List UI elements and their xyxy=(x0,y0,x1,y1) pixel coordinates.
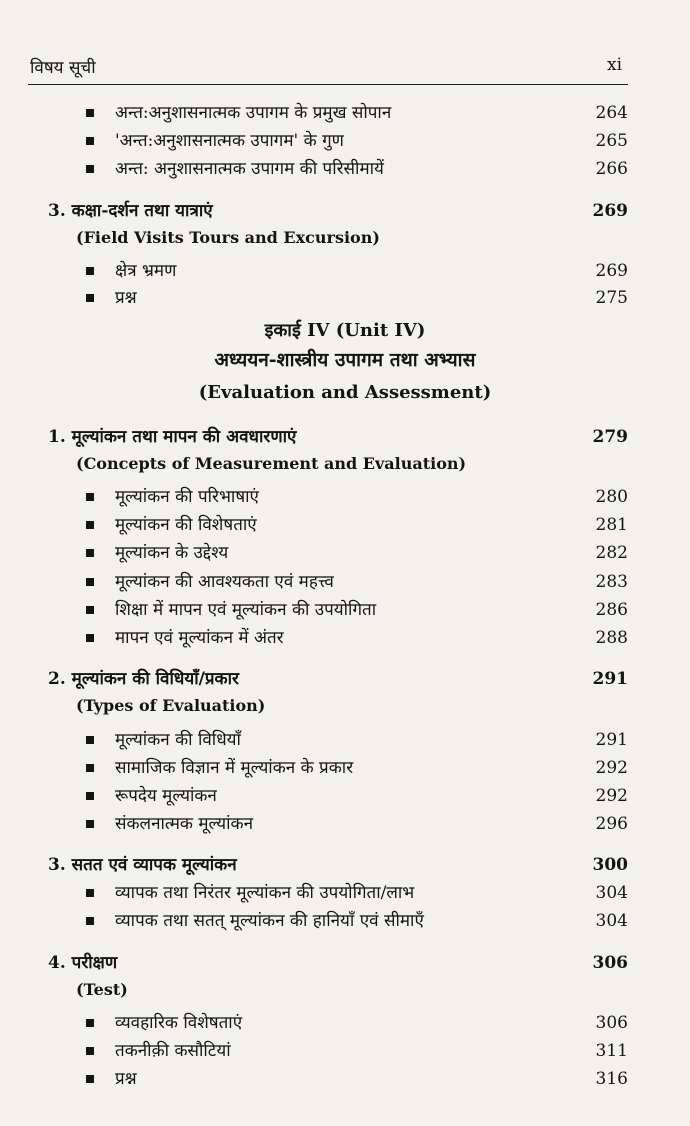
section-heading: 1. मूल्यांकन तथा मापन की अवधारणाएं xyxy=(48,427,297,447)
toc-entry-page: 266 xyxy=(595,159,628,179)
bullet-icon xyxy=(86,736,94,744)
toc-entry xyxy=(0,100,690,126)
toc-entry-page: 304 xyxy=(595,911,628,931)
bullet-icon xyxy=(86,578,94,586)
toc-entry xyxy=(0,285,690,311)
toc-entry-text: अन्त: अनुशासनात्मक उपागम की परिसीमायें xyxy=(115,159,384,179)
toc-entry-page: 296 xyxy=(595,814,628,834)
section-page-row xyxy=(0,852,690,878)
toc-entry xyxy=(0,755,690,781)
bullet-icon xyxy=(86,493,94,501)
toc-entry xyxy=(0,783,690,809)
toc-entry-text: मूल्यांकन के उद्देश्य xyxy=(115,543,229,563)
bullet-icon xyxy=(86,109,94,117)
section-english-title: (Field Visits Tours and Excursion) xyxy=(76,228,380,247)
toc-entry-text: मापन एवं मूल्यांकन में अंतर xyxy=(115,628,284,648)
toc-entry xyxy=(0,597,690,623)
toc-entry xyxy=(0,128,690,154)
toc-entry-text: व्यापक तथा निरंतर मूल्यांकन की उपयोगिता/लाभ xyxy=(115,883,415,903)
bullet-icon xyxy=(86,294,94,302)
bullet-icon xyxy=(86,820,94,828)
section-heading: 3. सतत एवं व्यापक मूल्यांकन xyxy=(48,855,237,875)
toc-entry xyxy=(0,540,690,566)
running-header-title: विषय सूची xyxy=(30,58,96,78)
toc-entry-page: 306 xyxy=(595,1013,628,1033)
toc-entry-page: 275 xyxy=(595,288,628,308)
toc-entry-page: 282 xyxy=(595,543,628,563)
bullet-icon xyxy=(86,267,94,275)
toc-entry xyxy=(0,625,690,651)
toc-entry xyxy=(0,1038,690,1064)
toc-entry-text: सामाजिक विज्ञान में मूल्यांकन के प्रकार xyxy=(115,758,354,778)
section-page-row xyxy=(0,198,690,224)
toc-entry-page: 291 xyxy=(595,730,628,750)
toc-entry xyxy=(0,512,690,538)
toc-entry-text: प्रश्न xyxy=(115,1069,137,1089)
toc-entry-text: शिक्षा में मापन एवं मूल्यांकन की उपयोगिता xyxy=(115,600,377,620)
toc-entry-text: तकनीक़ी कसौटियां xyxy=(115,1041,231,1061)
bullet-icon xyxy=(86,634,94,642)
bullet-icon xyxy=(86,792,94,800)
bullet-icon xyxy=(86,549,94,557)
section-heading: 3. कक्षा-दर्शन तथा यात्राएं xyxy=(48,201,213,221)
toc-entry xyxy=(0,258,690,284)
toc-entry-page: 304 xyxy=(595,883,628,903)
section-page: 279 xyxy=(592,427,628,447)
toc-entry-text: मूल्यांकन की आवश्यकता एवं महत्त्व xyxy=(115,572,334,592)
header-rule xyxy=(28,84,628,85)
toc-entry xyxy=(0,727,690,753)
toc-entry-page: 281 xyxy=(595,515,628,535)
section-english-title: (Types of Evaluation) xyxy=(76,696,266,715)
toc-entry-page: 311 xyxy=(595,1041,628,1061)
bullet-icon xyxy=(86,137,94,145)
bullet-icon xyxy=(86,165,94,173)
bullet-icon xyxy=(86,889,94,897)
toc-entry-page: 288 xyxy=(595,628,628,648)
section-page: 306 xyxy=(592,953,628,973)
unit-title-hindi: अध्ययन-शास्त्रीय उपागम तथा अभ्यास xyxy=(214,349,476,371)
toc-entry xyxy=(0,569,690,595)
bullet-icon xyxy=(86,764,94,772)
toc-entry xyxy=(0,1010,690,1036)
section-english-title: (Concepts of Measurement and Evaluation) xyxy=(76,454,467,473)
toc-entry-page: 264 xyxy=(595,103,628,123)
toc-entry-page: 269 xyxy=(595,261,628,281)
toc-entry-text: क्षेत्र भ्रमण xyxy=(115,261,177,281)
bullet-icon xyxy=(86,1047,94,1055)
bullet-icon xyxy=(86,917,94,925)
running-header-page: xi xyxy=(607,55,623,75)
section-page-row xyxy=(0,950,690,976)
bullet-icon xyxy=(86,606,94,614)
toc-entry-page: 265 xyxy=(595,131,628,151)
section-english-title: (Test) xyxy=(76,980,128,999)
section-page: 300 xyxy=(592,855,628,875)
toc-entry-text: मूल्यांकन की परिभाषाएं xyxy=(115,487,259,507)
bullet-icon xyxy=(86,1019,94,1027)
unit-title-english: (Evaluation and Assessment) xyxy=(198,382,492,403)
toc-entry-text: प्रश्न xyxy=(115,288,137,308)
toc-entry-page: 286 xyxy=(595,600,628,620)
toc-entry xyxy=(0,880,690,906)
toc-entry-text: मूल्यांकन की विशेषताएं xyxy=(115,515,257,535)
toc-entry xyxy=(0,908,690,934)
section-heading: 2. मूल्यांकन की विधियाँ/प्रकार xyxy=(48,669,239,689)
toc-entry-text: अन्त:अनुशासनात्मक उपागम के प्रमुख सोपान xyxy=(115,103,392,123)
toc-entry-text: व्यापक तथा सतत् मूल्यांकन की हानियाँ एवं सीमाएँ xyxy=(115,911,424,931)
toc-entry xyxy=(0,811,690,837)
toc-entry-text: संकलनात्मक मूल्यांकन xyxy=(115,814,254,834)
toc-entry-page: 280 xyxy=(595,487,628,507)
section-page-row xyxy=(0,666,690,692)
section-page-row xyxy=(0,424,690,450)
toc-entry xyxy=(0,484,690,510)
toc-entry-page: 292 xyxy=(595,758,628,778)
toc-entry-page: 292 xyxy=(595,786,628,806)
section-page: 291 xyxy=(592,669,628,689)
section-page: 269 xyxy=(592,201,628,221)
toc-entry-page: 316 xyxy=(595,1069,628,1089)
toc-entry-page: 283 xyxy=(595,572,628,592)
toc-entry-text: 'अन्त:अनुशासनात्मक उपागम' के गुण xyxy=(115,131,344,151)
toc-entry xyxy=(0,156,690,182)
toc-entry-text: व्यवहारिक विशेषताएं xyxy=(115,1013,243,1033)
unit-label: इकाई IV (Unit IV) xyxy=(264,320,426,341)
section-heading: 4. परीक्षण xyxy=(48,953,118,973)
toc-entry-text: मूल्यांकन की विधियाँ xyxy=(115,730,241,750)
toc-entry-text: रूपदेय मूल्यांकन xyxy=(115,786,217,806)
toc-entry xyxy=(0,1066,690,1092)
bullet-icon xyxy=(86,521,94,529)
bullet-icon xyxy=(86,1075,94,1083)
